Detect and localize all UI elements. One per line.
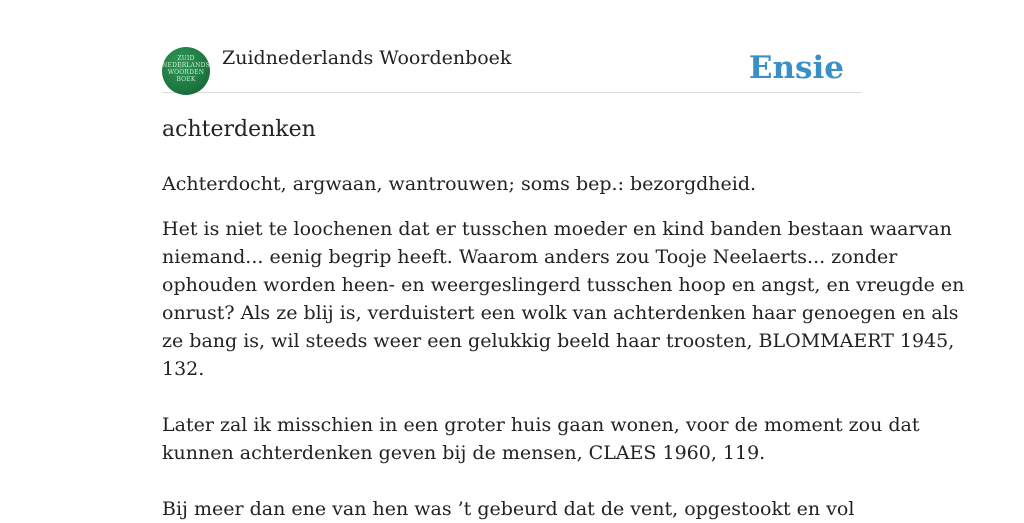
dictionary-logo[interactable] <box>162 47 210 95</box>
quote-line: ze bang is, wil steeds weer een gelukkig beeld haar troosten, BLOMMAERT 1945, <box>162 330 955 352</box>
entry-headword: achterdenken <box>162 117 316 142</box>
quote-line: niemand... eenig begrip heeft. Waarom anders zou Tooje Neelaerts... zonder <box>162 246 898 268</box>
citation-quote <box>162 495 862 523</box>
dictionary-name-link[interactable]: Zuidnederlands Woordenboek <box>222 47 512 69</box>
citation-quote <box>162 215 965 383</box>
quote-line: 132. <box>162 358 205 380</box>
logo-line: ZUID <box>177 55 195 62</box>
page <box>162 0 965 520</box>
logo-lettering <box>162 55 210 83</box>
ensie-brand-link[interactable]: Ensie <box>748 50 844 86</box>
quote-line: kunnen achterdenken geven bij de mensen, CLAES 1960, 119. <box>162 442 766 464</box>
logo-line: NEDERLANDS <box>162 62 210 69</box>
logo-line: BOEK <box>176 76 196 83</box>
quote-line: Het is niet te loochenen dat er tusschen moeder en kind banden bestaan waarvan <box>162 218 952 240</box>
quote-line: ophouden worden heen- en weergeslingerd tusschen hoop en angst, en vreugde en <box>162 274 965 296</box>
quote-line: Later zal ik misschien in een groter huis gaan wonen, voor de moment zou dat <box>162 414 920 436</box>
logo-line: WOORDEN <box>167 69 205 76</box>
site-header <box>162 42 862 93</box>
quote-line: onrust? Als ze blij is, verduistert een wolk van achterdenken haar genoegen en als <box>162 302 959 324</box>
citation-quote <box>162 411 920 467</box>
quote-line: Bij meer dan ene van hen was ’t gebeurd dat de vent, opgestookt en vol <box>162 498 855 520</box>
entry-definition: Achterdocht, argwaan, wantrouwen; soms bep.: bezorgdheid. <box>162 173 757 195</box>
